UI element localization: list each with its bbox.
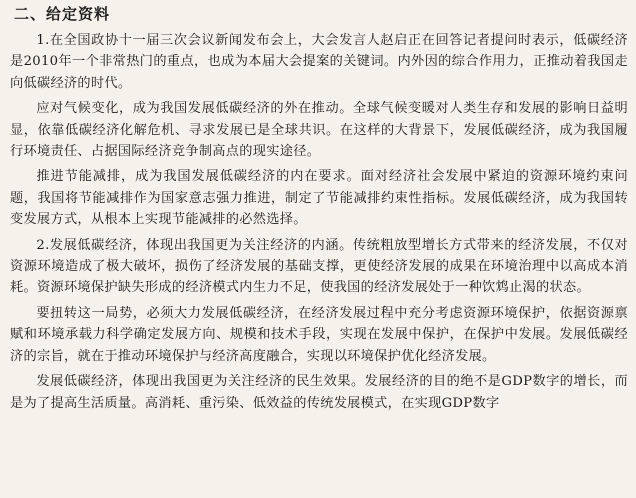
section-title: 二、给定资料	[14, 5, 111, 23]
paragraph-4: 2.发展低碳经济，体现出我国更为关注经济的内涵。传统粗放型增长方式带来的经济发展，不仅对资源环境造成了极大破坏，损伤了经济发展的基础支撑，更使经济发展的成果在环境治理中以高成本消耗。资源环境保护缺失形成的经济模式内生力不足，使我国的经济发展处于一种饮鸩止渴的状态。	[10, 237, 628, 296]
paragraph-3: 推进节能减排，成为我国发展低碳经济的内在要求。面对经济社会发展中紧迫的资源环境约束问题，我国将节能减排作为国家意志强力推进，制定了节能减排约束性指标。发展低碳经济，成为我国转变发展方式，从根本上实现节能减排的必然选择。	[10, 169, 628, 228]
paragraph-1: 1.在全国政协十一届三次会议新闻发布会上，大会发言人赵启正在回答记者提问时表示，低碳经济是2010年一个非常热门的重点，也成为本届大会提案的关键词。内外因的综合作用力，正推动着我国走向低碳经济的时代。	[10, 33, 628, 91]
paragraph-6: 发展低碳经济，体现出我国更为关注经济的民生效果。发展经济的目的绝不是GDP数字的增长，而是为了提高生活质量。高消耗、重污染、低效益的传统发展模式，在实现GDP数字	[10, 374, 628, 411]
paragraph-5: 要扭转这一局势，必须大力发展低碳经济，在经济发展过程中充分考虑资源环境保护，依据资源禀赋和环境承载力科学确定发展方向、规模和技术手段，实现在发展中保护，在保护中发展。发展低碳经济的宗旨，就在于推动环境保护与经济高度融合，实现以环境保护优化经济发展。	[10, 305, 628, 364]
paragraph-2: 应对气候变化，成为我国发展低碳经济的外在推动。全球气候变暖对人类生存和发展的影响日益明显，依靠低碳经济化解危机、寻求发展已是全球共识。在这样的大背景下，发展低碳经济，成为我国履行环境责任、占据国际经济竞争制高点的现实途径。	[10, 101, 628, 160]
